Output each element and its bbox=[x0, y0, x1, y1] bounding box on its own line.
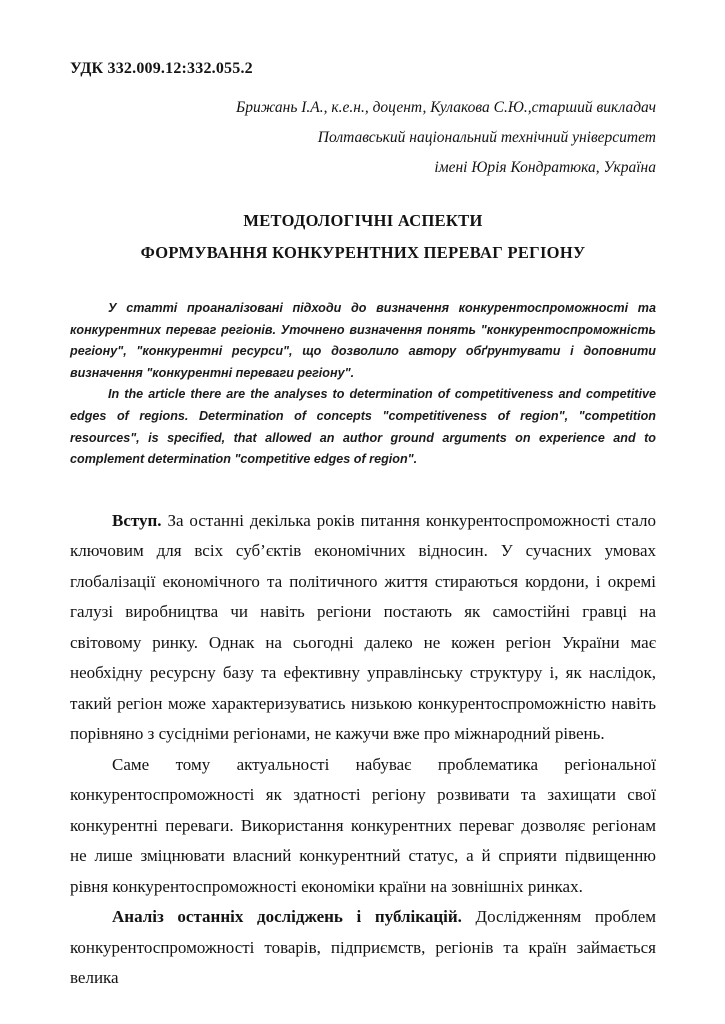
article-title-line-1: МЕТОДОЛОГІЧНІ АСПЕКТИ bbox=[243, 211, 483, 230]
section-heading-analysis: Аналіз останніх досліджень і публікацій. bbox=[112, 907, 462, 927]
paragraph-introduction-text: За останні декілька років питання конкурентоспроможності стало ключовим для всіх суб’єктів економічних відносин. У сучасних умовах глобалізації економічного та політичного життя стираються кордони, і окремі галузі виробництва чи навіть регіони постають як самостійні гравці на світовому ринку. Однак на сьогодні далеко не кожен регіон України має необхідну ресурсну базу та ефективну управлінську структуру і, як наслідок, такий регіон може характеризуватись низькою конкурентоспроможністю навіть порівняно з сусідніми регіонами, не кажучи вже про міжнародний рівень. bbox=[70, 510, 656, 744]
paragraph-analysis bbox=[70, 902, 656, 994]
affiliation-country-line: імені Юрія Кондратюка, Україна bbox=[434, 159, 656, 176]
paragraph-relevance-text: Саме тому актуальності набуває проблематика регіональної конкурентоспроможності як здатності регіону розвивати та захищати свої конкурентні переваги. Використання конкурентних переваг дозволяє регіонам не лише зміцнювати власний конкурентний статус, а й сприяти підвищенню рівня конкурентоспроможності економіки країни на зовнішніх ринках. bbox=[70, 754, 656, 896]
paragraph-analysis-text: Дослідженням проблем конкурентоспроможності товарів, підприємств, регіонів та країн займається велика bbox=[70, 907, 657, 988]
article-title-line-2: ФОРМУВАННЯ КОНКУРЕНТНИХ ПЕРЕВАГ РЕГІОНУ bbox=[140, 243, 586, 262]
affiliation-line: Полтавський національний технічний університет bbox=[317, 129, 656, 146]
author-names-line: Брижань І.А., к.е.н., доцент, Кулакова С.Ю.,старший викладач bbox=[236, 99, 656, 116]
abstract-english: In the article there are the analyses to determination of competitiveness and competitive edges of regions. Determination of concepts "competitiveness of region", "competition resources", is specified, that allowed an author ground arguments on experience and to complement determination "competitive edges of region". bbox=[70, 387, 656, 467]
udc-code: УДК 332.009.12:332.055.2 bbox=[70, 60, 253, 77]
abstract-block bbox=[70, 298, 656, 471]
author-block bbox=[70, 93, 656, 183]
paragraph-introduction bbox=[70, 506, 656, 750]
article-title bbox=[70, 205, 656, 269]
section-heading-introduction: Вступ. bbox=[112, 510, 162, 530]
paragraph-relevance bbox=[70, 750, 656, 903]
abstract-ukrainian: У статті проаналізовані підходи до визначення конкурентоспроможності та конкурентних переваг регіонів. Уточнено визначення понять "конкурентоспроможність регіону", "конкурентні ресурси", що дозволило автору обґрунтувати і доповнити визначення "конкурентні переваги регіону". bbox=[70, 301, 656, 380]
article-body bbox=[70, 506, 656, 994]
